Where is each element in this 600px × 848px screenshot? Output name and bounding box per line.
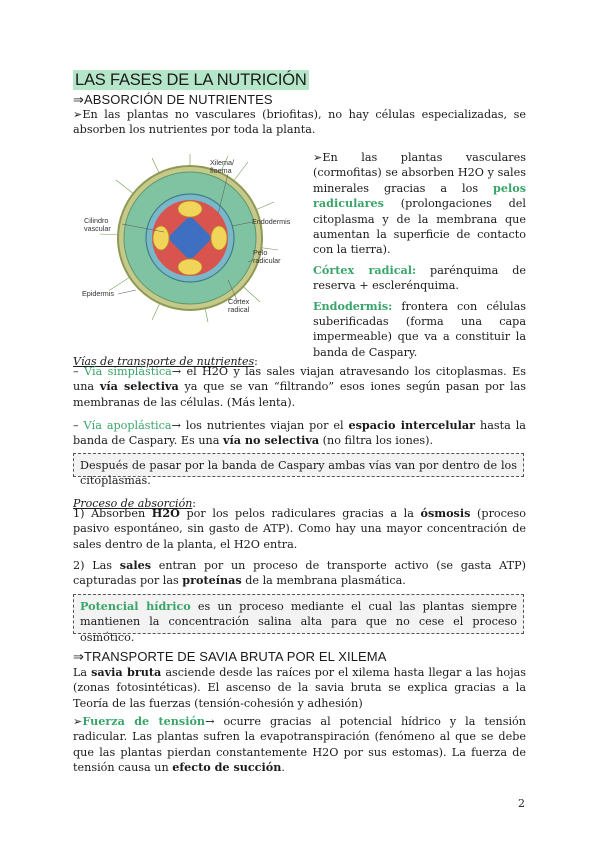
paragraph-savia-bruta: La savia bruta asciende desde las raíces por el xilema hasta llegar a las hojas (zonas fotosintéticas). El ascenso de la savia bruta se explica gracias a la Teoría de las fuerzas (tensión-cohesión y adhesión) (73, 665, 526, 710)
root-cross-section-diagram (78, 152, 304, 324)
paragraph-paso-2: 2) Las sales entran por un proceso de transporte activo (se gasta ATP) capturadas por las proteínas de la membrana plasmática. (73, 558, 527, 588)
page-title: LAS FASES DE LA NUTRICIÓN (75, 71, 307, 89)
note-box-caspary: Después de pasar por la banda de Caspary ambas vías van por dentro de los citoplasmas. (73, 453, 524, 477)
paragraph-via-simplastica: – Vía simplástica→ el H2O y las sales viajan atravesando los citoplasmas. Es una vía selectiva ya que se van “filtrando” esos iones según pasan por las membranas de las células. (Más lenta). (73, 365, 526, 409)
section-heading-savia-bruta: ⇒TRANSPORTE DE SAVIA BRUTA POR EL XILEMA (73, 649, 387, 664)
highlight-pelos-radiculares: pelos radiculares (313, 180, 526, 211)
highlight-via-simplastica: Vía simplástica (83, 365, 172, 378)
paragraph-paso-1: 1) Absorben H2O por los pelos radiculares gracias a la ósmosis (proceso pasivo espontáneo, sin gasto de ATP). Como hay una mayor concentración de sales dentro de la planta, el H2O entra. (73, 506, 527, 551)
highlight-potencial-hidrico: Potencial hídrico (80, 599, 191, 613)
label-endodermis: Endodermis (252, 217, 291, 226)
vias-heading: Vías de transporte de nutrientes: (73, 355, 258, 368)
proceso-heading: Proceso de absorción: (73, 497, 196, 510)
label-vascular: vascular (84, 224, 111, 233)
highlight-fuerza-tension: Fuerza de tensión (82, 714, 206, 728)
label-pelo: Pelo (253, 248, 268, 257)
label-cortex: Córtex (228, 297, 250, 306)
label-radicular: radicular (253, 256, 281, 265)
paragraph-vasculares: ➢En las plantas vasculares (cormofitas) se absorben H2O y sales minerales gracias a los pelos radiculares (prolongaciones del citoplasma y de la membrana que aumentan la superficie de contacto con la tierra). (313, 151, 526, 257)
highlight-endodermis: Endodermis: (313, 298, 393, 313)
label-epidermis: Epidermis (82, 289, 114, 298)
paragraph-cortex: Córtex radical: parénquima de reserva + esclerénquima. (313, 262, 526, 293)
highlight-cortex-radical: Córtex radical: (313, 262, 417, 277)
section-heading-absorcion: ⇒ABSORCIÓN DE NUTRIENTES (73, 92, 273, 107)
label-radical: radical (228, 305, 250, 314)
highlight-via-apoplastica: Vía apoplástica (83, 419, 172, 432)
label-floema: floema (210, 166, 232, 175)
paragraph-via-apoplastica: – Vía apoplástica→ los nutrientes viajan por el espacio intercelular hasta la banda de Caspary. Es una vía no selectiva (no filtra los iones). (73, 418, 526, 448)
label-xilema: Xilema/ (210, 158, 234, 167)
paragraph-no-vasculares: ➢En las plantas no vasculares (briofitas), no hay células especializadas, se absorben los nutrientes por toda la planta. (73, 108, 526, 137)
paragraph-endodermis: Endodermis: frontera con células suberificadas (forma una capa impermeable) que va a constituir la banda de Caspary. (313, 298, 526, 359)
note-box-potencial-hidrico: Potencial hídrico es un proceso mediante el cual las plantas siempre mantienen la concentración salina alta para que no cese el proceso osmótico. (73, 594, 524, 634)
paragraph-fuerza-tension: ➢Fuerza de tensión→ ocurre gracias al potencial hídrico y la tensión radicular. Las plantas sufren la evapotranspiración (fenómeno al que se debe que las plantas pierdan constantemente H2O por sus estomas). La fuerza de tensión causa un efecto de succión. (73, 714, 526, 775)
page-number: 2 (518, 797, 525, 810)
label-cilindro: Cilindro (84, 216, 109, 225)
